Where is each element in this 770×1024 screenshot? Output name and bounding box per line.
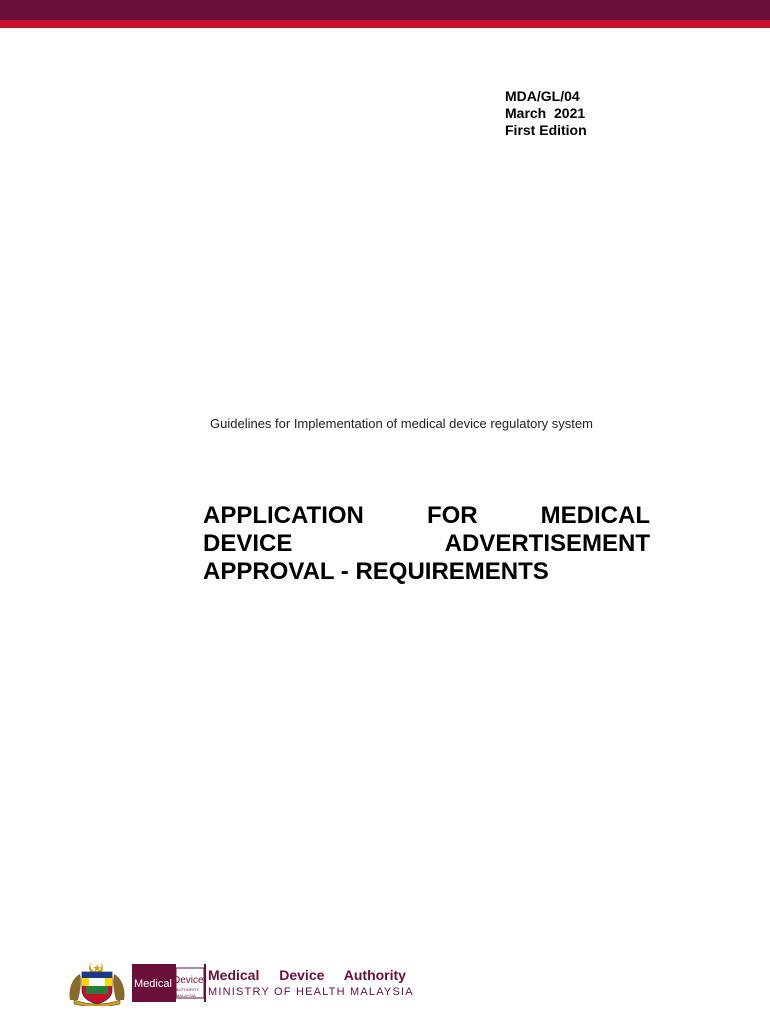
document-subtitle: Guidelines for Implementation of medical device regulatory system [210,416,593,431]
malaysia-coat-of-arms-icon [66,960,128,1006]
logo-word-medical: Medical [134,978,172,990]
top-stripe [0,20,770,28]
logo-word-device: Device [173,975,204,986]
title-word: ADVERTISEMENT [444,530,650,557]
document-meta [505,88,587,139]
title-word: FOR [426,502,478,529]
doc-code: MDA/GL/04 [505,88,580,104]
logo-sub-authority: AUTHORITY [176,987,200,992]
ministry-name: MINISTRY OF HEALTH MALAYSIA [208,986,414,998]
title-line-2 [203,530,650,558]
title-line-3: APPROVAL - REQUIREMENTS [203,558,549,585]
doc-date: March 2021 [505,105,586,121]
title-line-1 [203,502,650,530]
title-word: APPLICATION [203,502,364,529]
doc-edition: First Edition [505,122,587,138]
title-word: DEVICE [203,530,293,557]
top-band [0,0,770,20]
document-title [203,502,650,586]
logo-sub-malaysia: MALAYSIA [176,993,196,998]
authority-name: Medical Device Authority [208,967,406,983]
title-word: MEDICAL [540,502,650,529]
